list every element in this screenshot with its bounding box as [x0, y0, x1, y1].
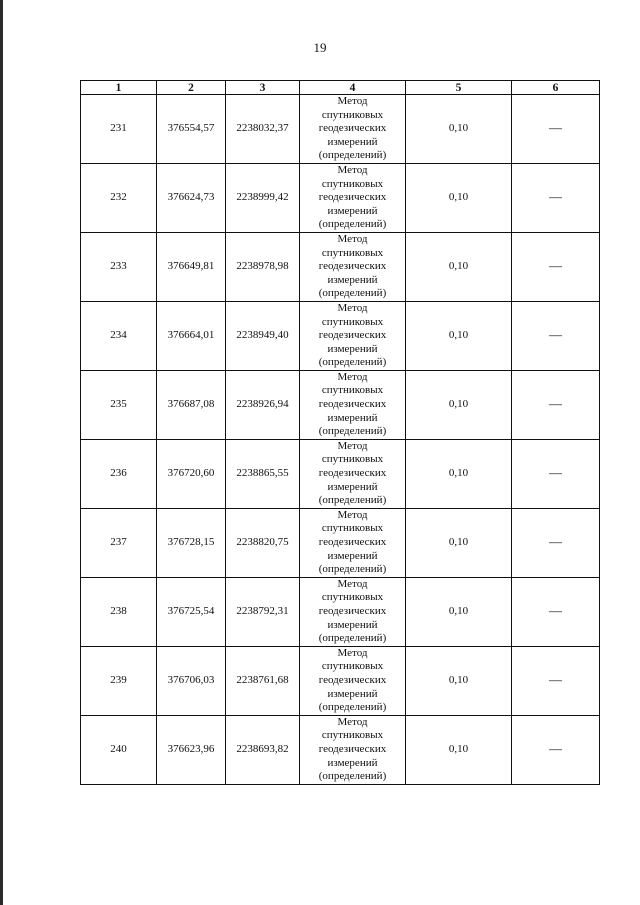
x-text: 376687,08 [167, 398, 215, 411]
n-text: 231 [110, 122, 127, 135]
header-col-3: 3 [226, 81, 300, 95]
header-row [81, 81, 600, 95]
table-body [81, 95, 600, 785]
y-coordinate-cell [226, 439, 300, 508]
y-text: 2238949,40 [236, 329, 289, 342]
header-col-6: 6 [512, 81, 600, 95]
point-number-cell [81, 301, 157, 370]
table-row [81, 95, 600, 164]
note-cell [512, 577, 600, 646]
accuracy-text: 0,10 [448, 742, 469, 755]
accuracy-cell [406, 95, 512, 164]
note-cell [512, 715, 600, 784]
n-text: 235 [110, 398, 127, 411]
method-text: Метод спутниковых геодезических измерений (определений) [318, 508, 387, 576]
page-left-edge [0, 0, 3, 905]
x-text: 376720,60 [167, 467, 215, 480]
method-text: Метод спутниковых геодезических измерений (определений) [318, 715, 387, 783]
x-coordinate-cell [157, 715, 226, 784]
y-text: 2238820,75 [236, 536, 289, 548]
accuracy-cell [406, 577, 512, 646]
point-number-cell [81, 508, 157, 577]
table-row [81, 646, 600, 715]
n-text: 234 [110, 329, 127, 342]
note-text: — [549, 396, 562, 412]
note-text: — [549, 534, 562, 549]
x-coordinate-cell [157, 439, 226, 508]
y-coordinate-cell [226, 301, 300, 370]
table-row [81, 163, 600, 232]
y-text: 2238032,37 [236, 122, 289, 135]
accuracy-text: 0,10 [448, 398, 469, 411]
y-text: 2238999,42 [236, 191, 289, 204]
x-text: 376554,57 [167, 122, 215, 135]
header-col-1: 1 [81, 81, 157, 95]
accuracy-cell [406, 715, 512, 784]
note-cell [512, 163, 600, 232]
method-text: Метод спутниковых геодезических измерений (определений) [318, 370, 387, 438]
point-number-cell [81, 95, 157, 164]
x-coordinate-cell [157, 301, 226, 370]
method-cell [300, 508, 406, 577]
table-row [81, 370, 600, 439]
accuracy-cell [406, 370, 512, 439]
accuracy-text: 0,10 [448, 467, 469, 480]
point-number-cell [81, 715, 157, 784]
x-text: 376706,03 [167, 673, 215, 686]
method-text: Метод спутниковых геодезических измерений (определений) [318, 95, 387, 162]
method-text: Метод спутниковых геодезических измерений (определений) [318, 163, 387, 231]
note-text: — [549, 465, 562, 481]
x-text: 376728,15 [167, 536, 215, 548]
y-text: 2238926,94 [236, 398, 289, 411]
accuracy-cell [406, 646, 512, 715]
header-col-2: 2 [157, 81, 226, 95]
accuracy-cell [406, 508, 512, 577]
method-cell [300, 163, 406, 232]
table-row [81, 715, 600, 784]
x-coordinate-cell [157, 232, 226, 301]
table-row [81, 508, 600, 577]
y-text: 2238865,55 [236, 467, 289, 480]
x-coordinate-cell [157, 577, 226, 646]
point-number-cell [81, 646, 157, 715]
table-row [81, 232, 600, 301]
accuracy-text: 0,10 [448, 260, 469, 273]
x-text: 376623,96 [167, 742, 215, 755]
point-number-cell [81, 163, 157, 232]
accuracy-cell [406, 163, 512, 232]
page-number: 19 [313, 40, 327, 55]
table-row [81, 439, 600, 508]
coordinates-table [80, 80, 600, 785]
y-coordinate-cell [226, 508, 300, 577]
note-text: — [549, 258, 562, 274]
point-number-cell [81, 370, 157, 439]
y-coordinate-cell [226, 232, 300, 301]
method-text: Метод спутниковых геодезических измерений (определений) [318, 577, 387, 645]
y-coordinate-cell [226, 646, 300, 715]
table-row [81, 301, 600, 370]
y-text: 2238792,31 [236, 604, 289, 617]
header-col-5: 5 [406, 81, 512, 95]
method-cell [300, 95, 406, 164]
y-coordinate-cell [226, 163, 300, 232]
note-text: — [549, 189, 562, 205]
x-coordinate-cell [157, 370, 226, 439]
n-text: 232 [110, 191, 127, 204]
n-text: 239 [110, 673, 127, 686]
note-text: — [549, 671, 562, 687]
point-number-cell [81, 439, 157, 508]
table-header [81, 81, 600, 95]
accuracy-cell [406, 301, 512, 370]
method-text: Метод спутниковых геодезических измерений (определений) [318, 646, 387, 714]
note-cell [512, 646, 600, 715]
x-text: 376664,01 [167, 329, 215, 342]
y-text: 2238761,68 [236, 673, 289, 686]
accuracy-cell [406, 232, 512, 301]
x-coordinate-cell [157, 508, 226, 577]
header-col-4: 4 [300, 81, 406, 95]
n-text: 237 [110, 536, 127, 548]
y-coordinate-cell [226, 715, 300, 784]
y-text: 2238978,98 [236, 260, 289, 273]
n-text: 233 [110, 260, 127, 273]
note-cell [512, 232, 600, 301]
accuracy-text: 0,10 [448, 191, 469, 204]
method-cell [300, 232, 406, 301]
method-cell [300, 439, 406, 508]
x-text: 376649,81 [167, 260, 215, 273]
table-row [81, 577, 600, 646]
note-cell [512, 95, 600, 164]
method-text: Метод спутниковых геодезических измерений (определений) [318, 301, 387, 369]
x-coordinate-cell [157, 95, 226, 164]
n-text: 238 [110, 604, 127, 617]
point-number-cell [81, 577, 157, 646]
note-cell [512, 439, 600, 508]
x-coordinate-cell [157, 646, 226, 715]
note-text: — [549, 740, 562, 756]
y-coordinate-cell [226, 577, 300, 646]
y-coordinate-cell [226, 370, 300, 439]
method-cell [300, 715, 406, 784]
note-cell [512, 370, 600, 439]
accuracy-text: 0,10 [448, 604, 469, 617]
x-coordinate-cell [157, 163, 226, 232]
note-text: — [549, 120, 562, 136]
method-cell [300, 646, 406, 715]
method-cell [300, 577, 406, 646]
x-text: 376624,73 [167, 191, 215, 204]
method-cell [300, 370, 406, 439]
note-text: — [549, 602, 562, 618]
method-text: Метод спутниковых геодезических измерений (определений) [318, 439, 387, 507]
method-text: Метод спутниковых геодезических измерений (определений) [318, 232, 387, 300]
point-number-cell [81, 232, 157, 301]
accuracy-text: 0,10 [448, 673, 469, 686]
method-cell [300, 301, 406, 370]
accuracy-cell [406, 439, 512, 508]
note-cell [512, 301, 600, 370]
accuracy-text: 0,10 [448, 536, 469, 548]
note-text: — [549, 327, 562, 343]
note-cell [512, 508, 600, 577]
n-text: 236 [110, 467, 127, 480]
accuracy-text: 0,10 [448, 122, 469, 135]
y-coordinate-cell [226, 95, 300, 164]
accuracy-text: 0,10 [448, 329, 469, 342]
x-text: 376725,54 [167, 604, 215, 617]
n-text: 240 [110, 742, 127, 755]
y-text: 2238693,82 [236, 742, 289, 755]
